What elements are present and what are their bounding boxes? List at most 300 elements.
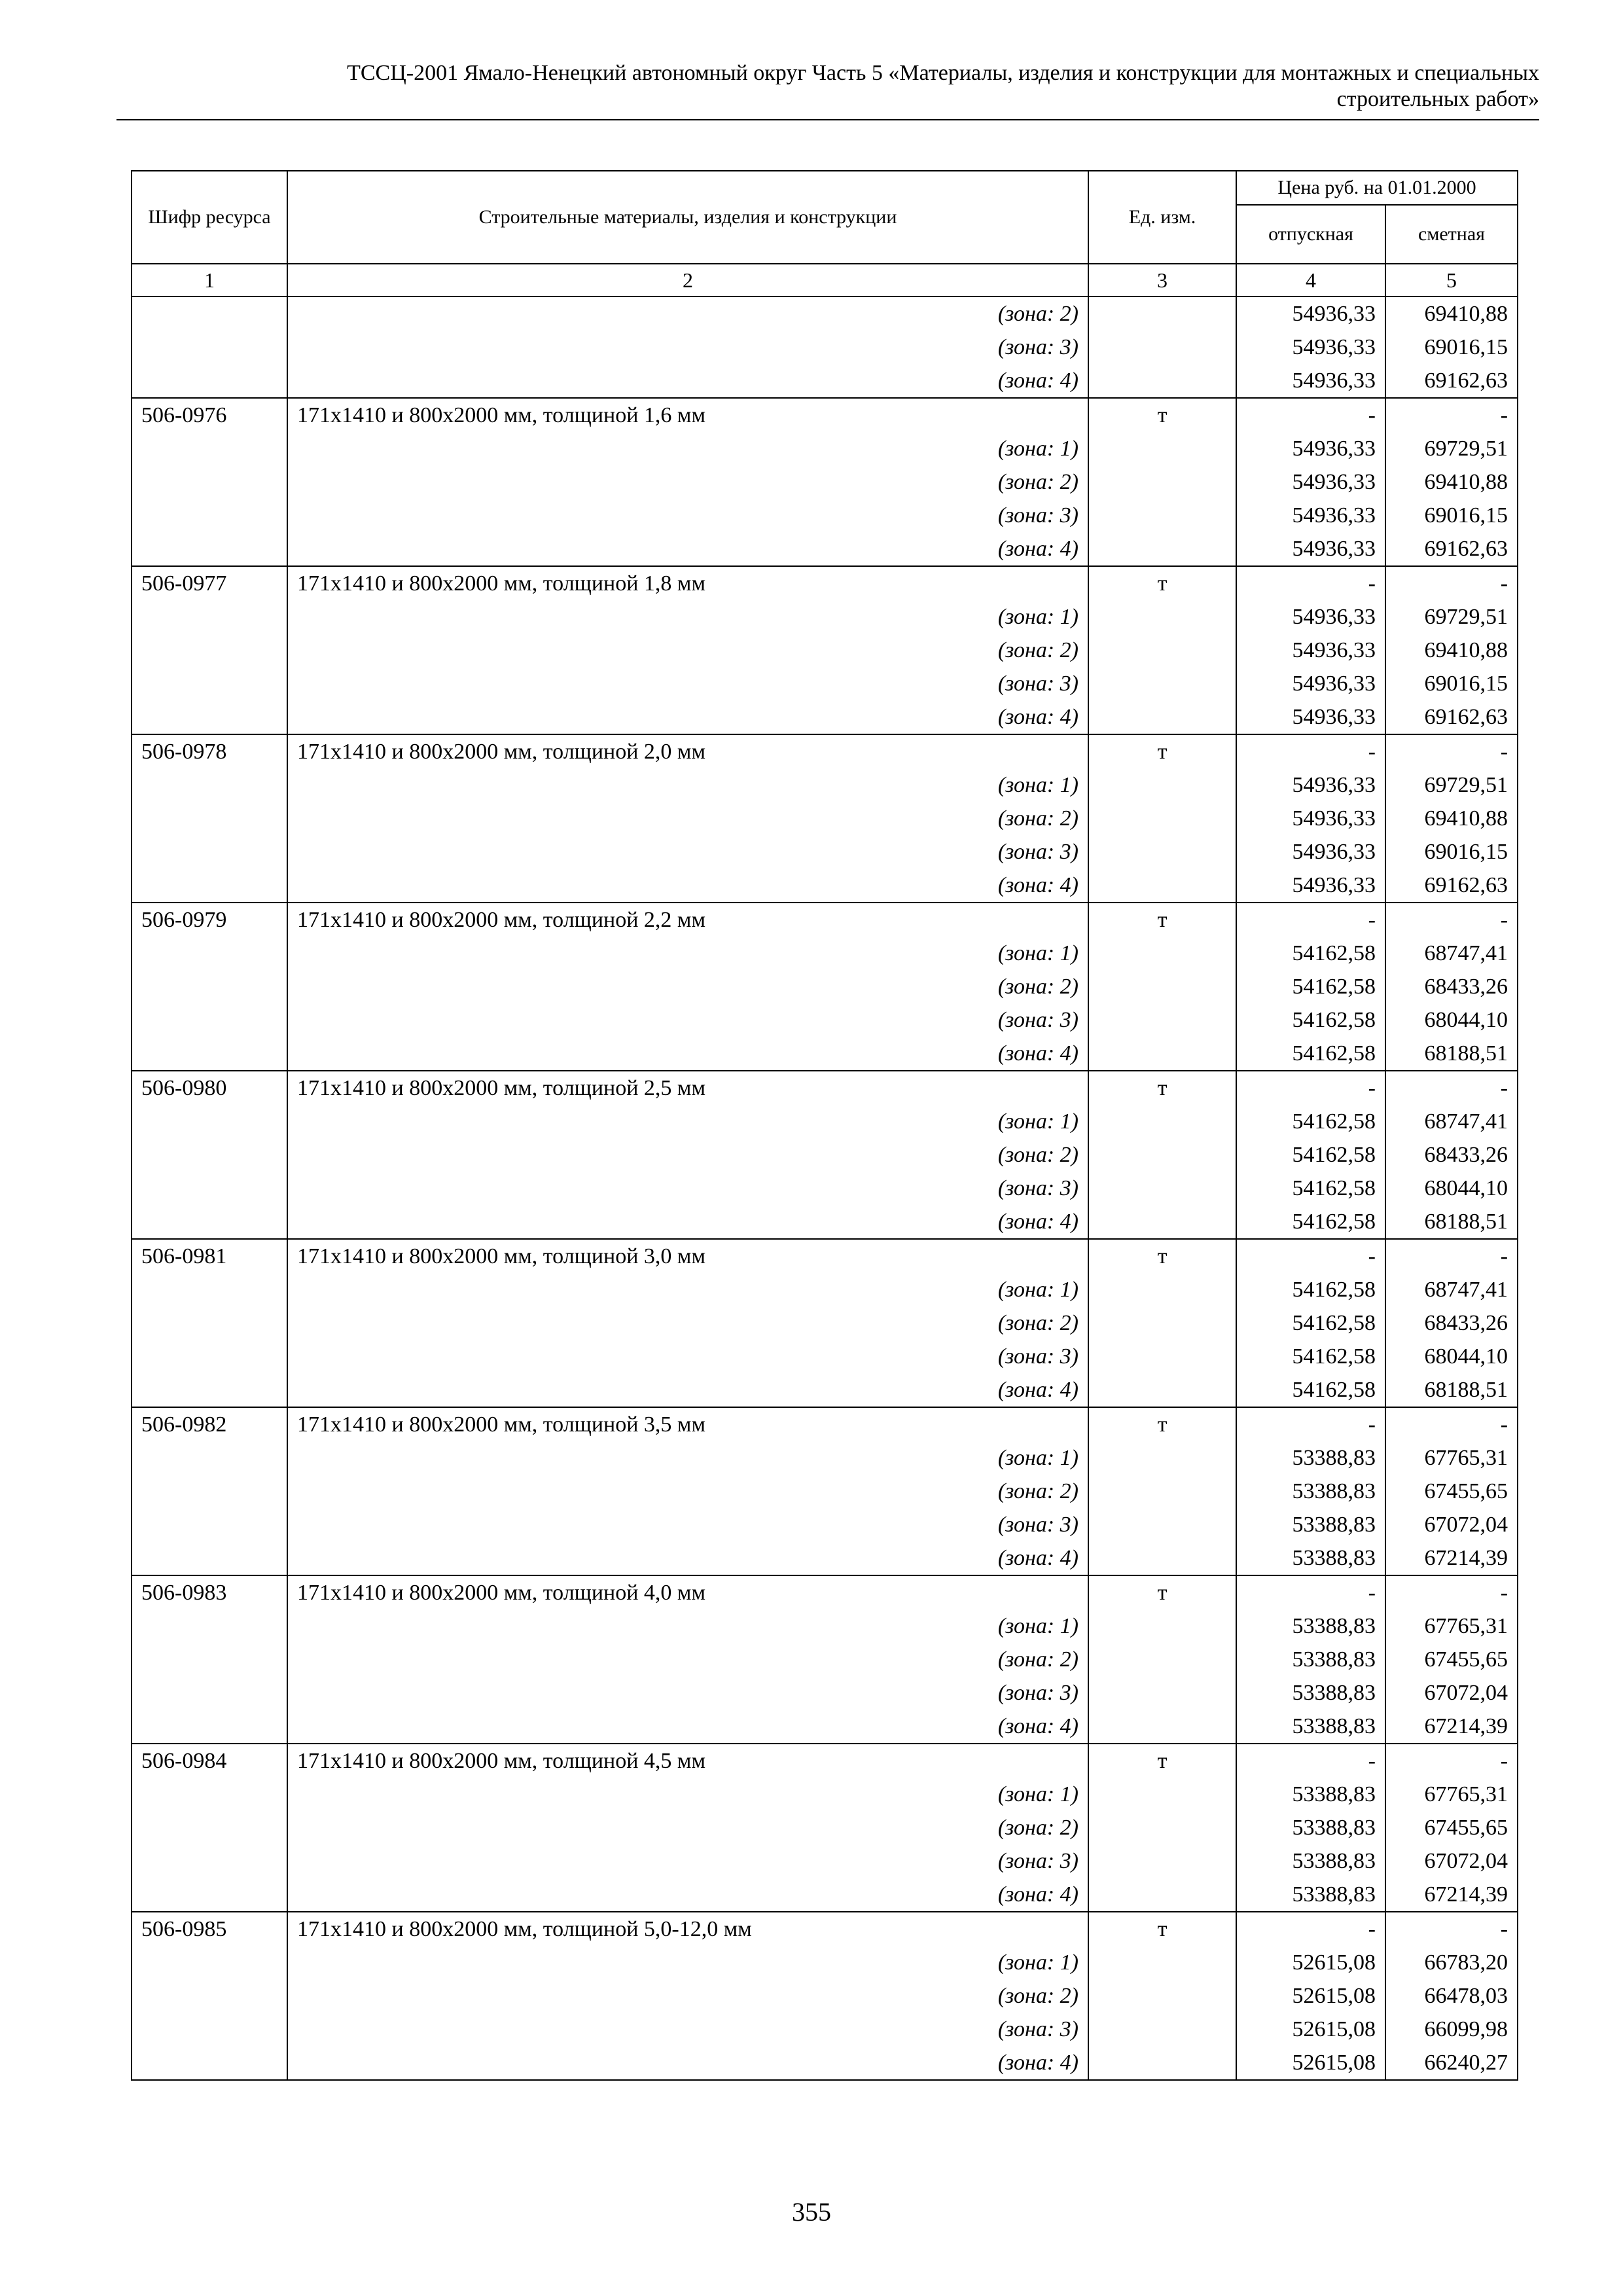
table-row xyxy=(132,1205,1518,1239)
resource-code xyxy=(132,1037,287,1071)
material-name: 171x1410 и 800x2000 мм, толщиной 2,2 мм xyxy=(287,903,1088,937)
unit-value xyxy=(1088,634,1236,667)
release-price: - xyxy=(1236,1744,1385,1778)
resource-code xyxy=(132,1609,287,1643)
unit-value: т xyxy=(1088,1407,1236,1441)
zone-label: (зона: 2) xyxy=(287,802,1088,835)
resource-code: 506-0976 xyxy=(132,398,287,432)
table-row xyxy=(132,1508,1518,1541)
unit-value xyxy=(1088,1946,1236,1979)
resource-code xyxy=(132,1643,287,1676)
table-row xyxy=(132,499,1518,532)
zone-label: (зона: 4) xyxy=(287,869,1088,903)
release-price: 54162,58 xyxy=(1236,1037,1385,1071)
table-row xyxy=(132,1844,1518,1878)
material-name: 171x1410 и 800x2000 мм, толщиной 5,0-12,0 мм xyxy=(287,1912,1088,1946)
estimate-price: - xyxy=(1385,1744,1518,1778)
zone-label: (зона: 1) xyxy=(287,600,1088,634)
unit-value: т xyxy=(1088,398,1236,432)
estimate-price: 67214,39 xyxy=(1385,1878,1518,1912)
estimate-price: 67072,04 xyxy=(1385,1508,1518,1541)
table-row xyxy=(132,667,1518,700)
header-line-2: строительных работ» xyxy=(1336,87,1539,111)
unit-value xyxy=(1088,1373,1236,1407)
resource-code xyxy=(132,364,287,398)
unit-value xyxy=(1088,600,1236,634)
release-price: - xyxy=(1236,1912,1385,1946)
zone-label: (зона: 2) xyxy=(287,465,1088,499)
release-price: 54936,33 xyxy=(1236,600,1385,634)
resource-code xyxy=(132,1441,287,1475)
zone-label: (зона: 1) xyxy=(287,1273,1088,1306)
column-number-5: 5 xyxy=(1385,264,1518,296)
resource-code xyxy=(132,1946,287,1979)
zone-label: (зона: 2) xyxy=(287,1811,1088,1844)
table-row xyxy=(132,634,1518,667)
zone-label: (зона: 3) xyxy=(287,835,1088,869)
resource-code xyxy=(132,970,287,1003)
estimate-price: 66478,03 xyxy=(1385,1979,1518,2013)
release-price: 54936,33 xyxy=(1236,700,1385,734)
zone-label: (зона: 1) xyxy=(287,432,1088,465)
unit-value: т xyxy=(1088,566,1236,600)
table-row xyxy=(132,903,1518,937)
estimate-price: 68188,51 xyxy=(1385,1037,1518,1071)
unit-value xyxy=(1088,1003,1236,1037)
resource-code xyxy=(132,1778,287,1811)
release-price: 53388,83 xyxy=(1236,1676,1385,1710)
zone-label: (зона: 4) xyxy=(287,2046,1088,2080)
estimate-price: 67765,31 xyxy=(1385,1441,1518,1475)
unit-value xyxy=(1088,1609,1236,1643)
unit-value: т xyxy=(1088,1071,1236,1105)
table-header xyxy=(132,171,1518,296)
table-row xyxy=(132,600,1518,634)
table-row xyxy=(132,768,1518,802)
release-price: 54162,58 xyxy=(1236,1105,1385,1138)
release-price: - xyxy=(1236,734,1385,768)
column-number-2: 2 xyxy=(287,264,1088,296)
release-price: 54936,33 xyxy=(1236,835,1385,869)
table-row xyxy=(132,1172,1518,1205)
estimate-price: 67072,04 xyxy=(1385,1844,1518,1878)
table-row xyxy=(132,1609,1518,1643)
unit-value xyxy=(1088,1676,1236,1710)
zone-label: (зона: 1) xyxy=(287,768,1088,802)
table-row xyxy=(132,734,1518,768)
unit-value xyxy=(1088,364,1236,398)
material-name: 171x1410 и 800x2000 мм, толщиной 4,0 мм xyxy=(287,1575,1088,1609)
unit-value xyxy=(1088,2046,1236,2080)
unit-value xyxy=(1088,937,1236,970)
resource-code xyxy=(132,1138,287,1172)
unit-value: т xyxy=(1088,903,1236,937)
estimate-price: 69410,88 xyxy=(1385,465,1518,499)
unit-value: т xyxy=(1088,1239,1236,1273)
estimate-price: 68433,26 xyxy=(1385,1306,1518,1340)
zone-label: (зона: 3) xyxy=(287,1003,1088,1037)
estimate-price: 69016,15 xyxy=(1385,331,1518,364)
release-price: - xyxy=(1236,903,1385,937)
unit-value xyxy=(1088,532,1236,566)
resource-code: 506-0982 xyxy=(132,1407,287,1441)
estimate-price: 67765,31 xyxy=(1385,1778,1518,1811)
release-price: 54162,58 xyxy=(1236,970,1385,1003)
resource-code xyxy=(132,768,287,802)
resource-code xyxy=(132,1979,287,2013)
resource-code xyxy=(132,465,287,499)
table-row xyxy=(132,2046,1518,2080)
table-row xyxy=(132,937,1518,970)
zone-label: (зона: 2) xyxy=(287,296,1088,331)
resource-code xyxy=(132,1676,287,1710)
estimate-price: 69162,63 xyxy=(1385,869,1518,903)
release-price: 53388,83 xyxy=(1236,1609,1385,1643)
resource-code xyxy=(132,532,287,566)
estimate-price: - xyxy=(1385,1912,1518,1946)
release-price: 53388,83 xyxy=(1236,1508,1385,1541)
resource-code xyxy=(132,802,287,835)
resource-code xyxy=(132,869,287,903)
resource-code xyxy=(132,2013,287,2046)
unit-value xyxy=(1088,296,1236,331)
release-price: 54936,33 xyxy=(1236,634,1385,667)
release-price: - xyxy=(1236,1239,1385,1273)
estimate-price: 67455,65 xyxy=(1385,1475,1518,1508)
zone-label: (зона: 4) xyxy=(287,1037,1088,1071)
estimate-price: - xyxy=(1385,903,1518,937)
material-name: 171x1410 и 800x2000 мм, толщиной 3,0 мм xyxy=(287,1239,1088,1273)
material-name: 171x1410 и 800x2000 мм, толщиной 2,0 мм xyxy=(287,734,1088,768)
zone-label: (зона: 3) xyxy=(287,1844,1088,1878)
table-row xyxy=(132,1979,1518,2013)
unit-value xyxy=(1088,1306,1236,1340)
resource-code xyxy=(132,1205,287,1239)
release-price: 54162,58 xyxy=(1236,1306,1385,1340)
unit-value xyxy=(1088,1710,1236,1744)
estimate-price: 69729,51 xyxy=(1385,600,1518,634)
release-price: 53388,83 xyxy=(1236,1778,1385,1811)
estimate-price: 69162,63 xyxy=(1385,700,1518,734)
table-row xyxy=(132,835,1518,869)
table-row xyxy=(132,2013,1518,2046)
release-price: 54162,58 xyxy=(1236,1340,1385,1373)
estimate-price: 68433,26 xyxy=(1385,970,1518,1003)
unit-value xyxy=(1088,1778,1236,1811)
release-price: 52615,08 xyxy=(1236,2013,1385,2046)
column-header-price-group: Цена руб. на 01.01.2000 xyxy=(1236,171,1518,205)
zone-label: (зона: 3) xyxy=(287,1508,1088,1541)
table-row xyxy=(132,1778,1518,1811)
resource-code xyxy=(132,1541,287,1575)
column-number-1: 1 xyxy=(132,264,287,296)
estimate-price: - xyxy=(1385,566,1518,600)
unit-value xyxy=(1088,1878,1236,1912)
unit-value: т xyxy=(1088,1575,1236,1609)
zone-label: (зона: 1) xyxy=(287,1946,1088,1979)
table-row xyxy=(132,970,1518,1003)
unit-value xyxy=(1088,667,1236,700)
zone-label: (зона: 3) xyxy=(287,1340,1088,1373)
table-row xyxy=(132,1239,1518,1273)
table-row xyxy=(132,532,1518,566)
table-row xyxy=(132,296,1518,331)
unit-value xyxy=(1088,2013,1236,2046)
estimate-price: 68044,10 xyxy=(1385,1003,1518,1037)
release-price: - xyxy=(1236,1407,1385,1441)
resource-code: 506-0985 xyxy=(132,1912,287,1946)
table-row xyxy=(132,1037,1518,1071)
material-name: 171x1410 и 800x2000 мм, толщиной 1,8 мм xyxy=(287,566,1088,600)
table-row xyxy=(132,1676,1518,1710)
zone-label: (зона: 4) xyxy=(287,1710,1088,1744)
resource-code xyxy=(132,1508,287,1541)
release-price: 52615,08 xyxy=(1236,1979,1385,2013)
release-price: 54936,33 xyxy=(1236,802,1385,835)
unit-value: т xyxy=(1088,1912,1236,1946)
release-price: 54936,33 xyxy=(1236,499,1385,532)
resource-code: 506-0977 xyxy=(132,566,287,600)
table-row xyxy=(132,1878,1518,1912)
estimate-price: - xyxy=(1385,734,1518,768)
unit-value: т xyxy=(1088,1744,1236,1778)
release-price: 54936,33 xyxy=(1236,869,1385,903)
release-price: 53388,83 xyxy=(1236,1441,1385,1475)
resource-code xyxy=(132,634,287,667)
release-price: 54162,58 xyxy=(1236,1373,1385,1407)
table-row xyxy=(132,1273,1518,1306)
resource-code: 506-0979 xyxy=(132,903,287,937)
release-price: 54162,58 xyxy=(1236,937,1385,970)
estimate-price: 69410,88 xyxy=(1385,802,1518,835)
zone-label: (зона: 1) xyxy=(287,1609,1088,1643)
unit-value xyxy=(1088,1811,1236,1844)
unit-value xyxy=(1088,1844,1236,1878)
unit-value xyxy=(1088,1138,1236,1172)
table-row xyxy=(132,1912,1518,1946)
zone-label: (зона: 2) xyxy=(287,1475,1088,1508)
table-row xyxy=(132,331,1518,364)
unit-value xyxy=(1088,1273,1236,1306)
release-price: 53388,83 xyxy=(1236,1541,1385,1575)
table-row xyxy=(132,869,1518,903)
table-row xyxy=(132,1003,1518,1037)
table-row xyxy=(132,1475,1518,1508)
zone-label: (зона: 4) xyxy=(287,1878,1088,1912)
release-price: 53388,83 xyxy=(1236,1643,1385,1676)
resource-code xyxy=(132,1273,287,1306)
resource-code xyxy=(132,835,287,869)
release-price: 54162,58 xyxy=(1236,1138,1385,1172)
resource-code xyxy=(132,1710,287,1744)
release-price: 52615,08 xyxy=(1236,2046,1385,2080)
column-number-4: 4 xyxy=(1236,264,1385,296)
estimate-price: 69016,15 xyxy=(1385,667,1518,700)
release-price: 54162,58 xyxy=(1236,1205,1385,1239)
estimate-price: 67455,65 xyxy=(1385,1811,1518,1844)
estimate-price: 69162,63 xyxy=(1385,532,1518,566)
resource-code xyxy=(132,2046,287,2080)
unit-value xyxy=(1088,1541,1236,1575)
unit-value xyxy=(1088,700,1236,734)
table-row xyxy=(132,398,1518,432)
release-price: 54936,33 xyxy=(1236,768,1385,802)
table-row xyxy=(132,1138,1518,1172)
zone-label: (зона: 3) xyxy=(287,2013,1088,2046)
price-table xyxy=(131,170,1518,2081)
zone-label: (зона: 4) xyxy=(287,1373,1088,1407)
resource-code xyxy=(132,499,287,532)
estimate-price: 69162,63 xyxy=(1385,364,1518,398)
resource-code: 506-0984 xyxy=(132,1744,287,1778)
unit-value xyxy=(1088,1508,1236,1541)
table-row xyxy=(132,1946,1518,1979)
zone-label: (зона: 1) xyxy=(287,1441,1088,1475)
header-line-1: ТССЦ-2001 Ямало-Ненецкий автономный округ Часть 5 «Материалы, изделия и конструкции для монтажных и специальных xyxy=(347,61,1539,85)
release-price: 54936,33 xyxy=(1236,331,1385,364)
table-body xyxy=(132,296,1518,2080)
column-header-release-price: отпускная xyxy=(1236,205,1385,264)
estimate-price: 69729,51 xyxy=(1385,768,1518,802)
unit-value xyxy=(1088,1037,1236,1071)
estimate-price: 68747,41 xyxy=(1385,1105,1518,1138)
estimate-price: 67765,31 xyxy=(1385,1609,1518,1643)
unit-value xyxy=(1088,835,1236,869)
zone-label: (зона: 2) xyxy=(287,634,1088,667)
table-row xyxy=(132,1105,1518,1138)
estimate-price: 68433,26 xyxy=(1385,1138,1518,1172)
table-row xyxy=(132,1071,1518,1105)
table-row xyxy=(132,364,1518,398)
table-row xyxy=(132,1710,1518,1744)
unit-value xyxy=(1088,432,1236,465)
column-number-3: 3 xyxy=(1088,264,1236,296)
table-row xyxy=(132,700,1518,734)
material-name: 171x1410 и 800x2000 мм, толщиной 1,6 мм xyxy=(287,398,1088,432)
unit-value xyxy=(1088,869,1236,903)
resource-code xyxy=(132,296,287,331)
header-divider xyxy=(116,119,1539,120)
estimate-price: 68188,51 xyxy=(1385,1373,1518,1407)
estimate-price: 68188,51 xyxy=(1385,1205,1518,1239)
resource-code xyxy=(132,331,287,364)
resource-code xyxy=(132,1003,287,1037)
column-header-estimate-price: сметная xyxy=(1385,205,1518,264)
resource-code xyxy=(132,1306,287,1340)
column-header-unit: Ед. изм. xyxy=(1088,171,1236,264)
zone-label: (зона: 2) xyxy=(287,1979,1088,2013)
table-row xyxy=(132,1340,1518,1373)
release-price: - xyxy=(1236,1575,1385,1609)
release-price: 54162,58 xyxy=(1236,1003,1385,1037)
unit-value xyxy=(1088,1105,1236,1138)
table-row xyxy=(132,1441,1518,1475)
zone-label: (зона: 1) xyxy=(287,1105,1088,1138)
zone-label: (зона: 1) xyxy=(287,937,1088,970)
estimate-price: 66783,20 xyxy=(1385,1946,1518,1979)
column-header-name: Строительные материалы, изделия и конструкции xyxy=(287,171,1088,264)
estimate-price: 69016,15 xyxy=(1385,835,1518,869)
release-price: - xyxy=(1236,566,1385,600)
estimate-price: - xyxy=(1385,1071,1518,1105)
resource-code xyxy=(132,1172,287,1205)
unit-value xyxy=(1088,1205,1236,1239)
release-price: - xyxy=(1236,398,1385,432)
release-price: 54936,33 xyxy=(1236,364,1385,398)
release-price: 52615,08 xyxy=(1236,1946,1385,1979)
resource-code xyxy=(132,432,287,465)
material-name: 171x1410 и 800x2000 мм, толщиной 2,5 мм xyxy=(287,1071,1088,1105)
resource-code: 506-0980 xyxy=(132,1071,287,1105)
zone-label: (зона: 3) xyxy=(287,499,1088,532)
unit-value xyxy=(1088,1172,1236,1205)
estimate-price: 67214,39 xyxy=(1385,1710,1518,1744)
resource-code xyxy=(132,1878,287,1912)
release-price: 53388,83 xyxy=(1236,1475,1385,1508)
unit-value xyxy=(1088,331,1236,364)
estimate-price: 67072,04 xyxy=(1385,1676,1518,1710)
resource-code xyxy=(132,1475,287,1508)
unit-value xyxy=(1088,1643,1236,1676)
estimate-price: - xyxy=(1385,1575,1518,1609)
unit-value: т xyxy=(1088,734,1236,768)
table-row xyxy=(132,802,1518,835)
resource-code: 506-0983 xyxy=(132,1575,287,1609)
resource-code xyxy=(132,1340,287,1373)
resource-code: 506-0981 xyxy=(132,1239,287,1273)
estimate-price: 68044,10 xyxy=(1385,1340,1518,1373)
resource-code: 506-0978 xyxy=(132,734,287,768)
zone-label: (зона: 2) xyxy=(287,1138,1088,1172)
release-price: 54936,33 xyxy=(1236,296,1385,331)
unit-value xyxy=(1088,768,1236,802)
resource-code xyxy=(132,1844,287,1878)
resource-code xyxy=(132,937,287,970)
table-row xyxy=(132,1541,1518,1575)
table-row xyxy=(132,1811,1518,1844)
unit-value xyxy=(1088,1475,1236,1508)
zone-label: (зона: 3) xyxy=(287,1172,1088,1205)
release-price: 54936,33 xyxy=(1236,432,1385,465)
zone-label: (зона: 2) xyxy=(287,1306,1088,1340)
release-price: 54936,33 xyxy=(1236,532,1385,566)
release-price: 53388,83 xyxy=(1236,1878,1385,1912)
zone-label: (зона: 4) xyxy=(287,364,1088,398)
zone-label: (зона: 3) xyxy=(287,667,1088,700)
unit-value xyxy=(1088,1441,1236,1475)
table-row xyxy=(132,1306,1518,1340)
table-row xyxy=(132,465,1518,499)
zone-label: (зона: 1) xyxy=(287,1778,1088,1811)
estimate-price: 69410,88 xyxy=(1385,296,1518,331)
table-row xyxy=(132,1407,1518,1441)
zone-label: (зона: 3) xyxy=(287,1676,1088,1710)
zone-label: (зона: 4) xyxy=(287,1541,1088,1575)
zone-label: (зона: 4) xyxy=(287,700,1088,734)
estimate-price: 68747,41 xyxy=(1385,937,1518,970)
resource-code xyxy=(132,1105,287,1138)
release-price: 53388,83 xyxy=(1236,1710,1385,1744)
estimate-price: 67455,65 xyxy=(1385,1643,1518,1676)
resource-code xyxy=(132,700,287,734)
resource-code xyxy=(132,1811,287,1844)
estimate-price: - xyxy=(1385,1407,1518,1441)
release-price: 54936,33 xyxy=(1236,465,1385,499)
unit-value xyxy=(1088,802,1236,835)
release-price: 54162,58 xyxy=(1236,1273,1385,1306)
zone-label: (зона: 2) xyxy=(287,970,1088,1003)
resource-code xyxy=(132,667,287,700)
